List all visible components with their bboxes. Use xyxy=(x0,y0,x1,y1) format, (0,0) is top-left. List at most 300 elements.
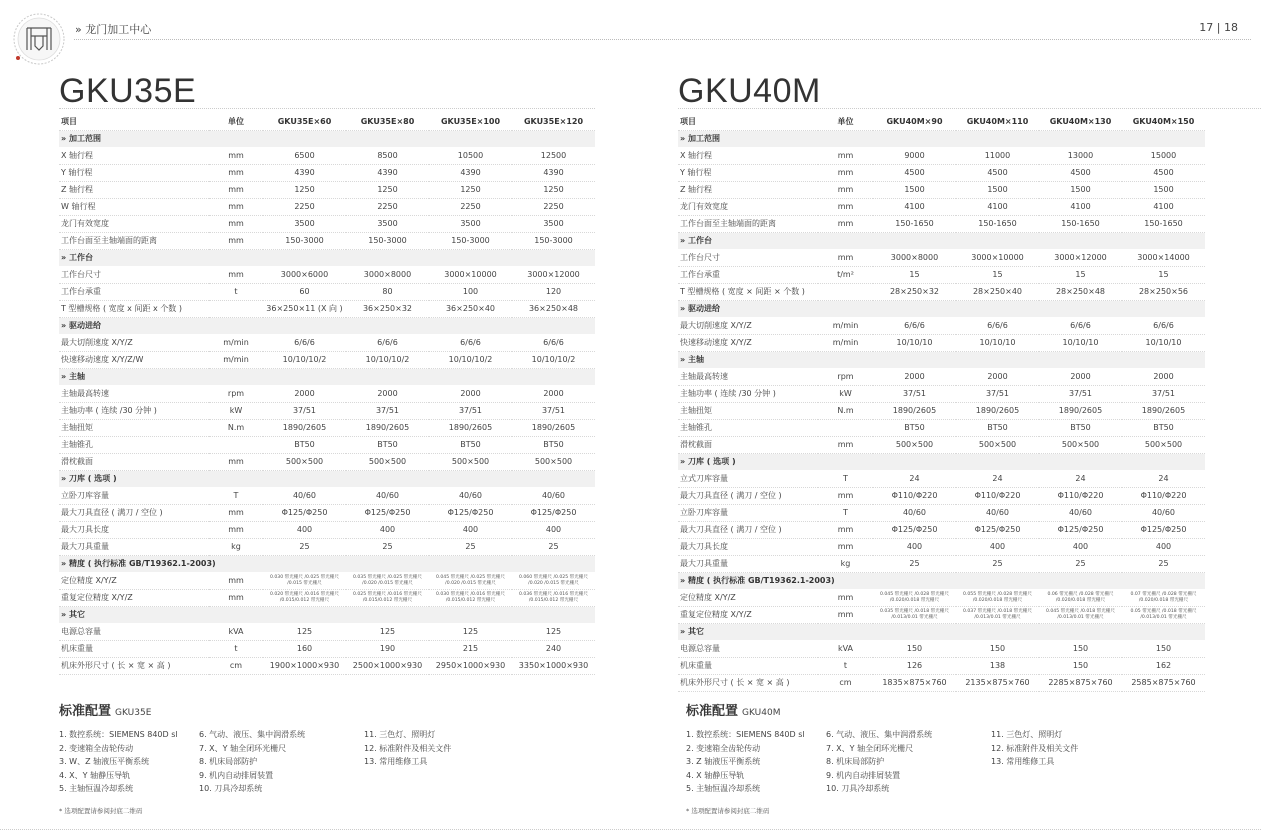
spec-value: 215 xyxy=(429,640,512,657)
spec-value: 6500 xyxy=(263,147,346,164)
table-row xyxy=(59,181,595,198)
spec-value: 37/51 xyxy=(1122,385,1205,402)
spec-value: 1500 xyxy=(956,181,1039,198)
spec-value: 400 xyxy=(1122,538,1205,555)
spec-label: 机床外形尺寸 ( 长 × 宽 × 高 ) xyxy=(678,674,818,691)
table-row xyxy=(678,164,1205,181)
spec-value: Φ125/Φ250 xyxy=(1122,521,1205,538)
table-header-row xyxy=(678,113,1205,130)
spec-value: 4500 xyxy=(1039,164,1122,181)
spec-label: 最大刀具重量 xyxy=(59,538,209,555)
spec-value: 3000×12000 xyxy=(1039,249,1122,266)
section-header-row xyxy=(59,368,595,385)
spec-unit: mm xyxy=(209,198,263,215)
spec-unit xyxy=(209,300,263,317)
std-config-item: 9. 机内自动排屑装置 xyxy=(199,770,274,780)
spec-value: 2000 xyxy=(263,385,346,402)
spec-value: 15000 xyxy=(1122,147,1205,164)
table-row xyxy=(59,419,595,436)
section-title: » 其它 xyxy=(59,606,595,623)
spec-unit xyxy=(209,436,263,453)
spec-value: 1250 xyxy=(346,181,429,198)
spec-unit: mm xyxy=(209,164,263,181)
table-row xyxy=(678,538,1205,555)
table-row xyxy=(678,487,1205,504)
std-config-item: 11. 三色灯、照明灯 xyxy=(364,730,436,739)
spec-value: 3350×1000×930 xyxy=(512,657,595,674)
std-config-model: GKU35E xyxy=(115,708,152,718)
spec-unit: mm xyxy=(818,215,873,232)
std-config-item: 13. 常用维修工具 xyxy=(364,757,428,767)
spec-label: 主轴锥孔 xyxy=(678,419,818,436)
spec-unit: m/min xyxy=(818,317,873,334)
spec-label: 滑枕截面 xyxy=(59,453,209,470)
spec-value: 190 xyxy=(346,640,429,657)
spec-value: 6/6/6 xyxy=(512,334,595,351)
spec-value: 3000×8000 xyxy=(346,266,429,283)
spec-value: 3500 xyxy=(263,215,346,232)
spec-value: 3000×10000 xyxy=(956,249,1039,266)
spec-value: 25 xyxy=(1122,555,1205,572)
spec-label: T 型槽规格 ( 宽度 × 间距 × 个数 ) xyxy=(678,283,818,300)
std-config-item: 1. 数控系统：SIEMENS 840D sl xyxy=(59,730,178,739)
spec-value: 150-1650 xyxy=(956,215,1039,232)
std-config-item: 12. 标准附件及相关文件 xyxy=(364,743,452,753)
spec-unit: T xyxy=(818,470,873,487)
table-row xyxy=(678,504,1205,521)
spec-table-gku35e xyxy=(59,113,595,675)
spec-value: Φ125/Φ250 xyxy=(873,521,956,538)
spec-value: 4100 xyxy=(1039,198,1122,215)
spec-unit: mm xyxy=(209,147,263,164)
spec-value: 1890/2605 xyxy=(1122,402,1205,419)
spec-value: 25 xyxy=(956,555,1039,572)
spec-value: 10/10/10/2 xyxy=(429,351,512,368)
spec-value: 0.035 带光栅尺 /0.025 带光栅尺 /0.020 /0.015 带光栅尺 xyxy=(346,572,429,589)
spec-value: 0.06 带光栅尺 /0.028 带光栅尺 /0.020/0.018 带光栅尺 xyxy=(1039,589,1122,606)
std-config-item: 3. Z 轴液压平衡系统 xyxy=(686,757,761,767)
spec-unit: T xyxy=(818,504,873,521)
spec-value: 3000×6000 xyxy=(263,266,346,283)
spec-value: Φ110/Φ220 xyxy=(873,487,956,504)
spec-value: Φ110/Φ220 xyxy=(956,487,1039,504)
spec-value: 1900×1000×930 xyxy=(263,657,346,674)
spec-value: 150-3000 xyxy=(429,232,512,249)
section-header-row xyxy=(678,300,1205,317)
spec-value: 100 xyxy=(429,283,512,300)
title-divider-right xyxy=(678,108,1261,109)
spec-label: 立卧刀库容量 xyxy=(59,487,209,504)
table-row xyxy=(678,198,1205,215)
spec-value: 4100 xyxy=(956,198,1039,215)
spec-value: 25 xyxy=(263,538,346,555)
section-header-row xyxy=(678,572,1205,589)
spec-unit: mm xyxy=(818,436,873,453)
spec-label: 最大切削速度 X/Y/Z xyxy=(678,317,818,334)
spec-value: 500×500 xyxy=(263,453,346,470)
table-row xyxy=(678,521,1205,538)
spec-value: Φ125/Φ250 xyxy=(429,504,512,521)
table-row xyxy=(59,283,595,300)
spec-value: 8500 xyxy=(346,147,429,164)
spec-value: 0.07 带光栅尺 /0.028 带光栅尺 /0.020/0.018 带光栅尺 xyxy=(1122,589,1205,606)
section-title: » 精度 ( 执行标准 GB/T19362.1-2003) xyxy=(678,572,1205,589)
column-header: GKU40M×110 xyxy=(956,113,1039,130)
std-config-item: 10. 刀具冷却系统 xyxy=(826,784,890,794)
std-config-item: 1. 数控系统：SIEMENS 840D sl xyxy=(686,730,805,739)
spec-value: 10/10/10 xyxy=(1122,334,1205,351)
spec-label: 主轴功率 ( 连续 /30 分钟 ) xyxy=(678,385,818,402)
spec-value: 24 xyxy=(873,470,956,487)
section-title: » 精度 ( 执行标准 GB/T19362.1-2003) xyxy=(59,555,595,572)
spec-value: 3500 xyxy=(346,215,429,232)
spec-label: 最大刀具重量 xyxy=(678,555,818,572)
table-row xyxy=(678,181,1205,198)
section-title: » 工作台 xyxy=(59,249,595,266)
spec-value: 40/60 xyxy=(346,487,429,504)
spec-unit: mm xyxy=(209,521,263,538)
spec-value: BT50 xyxy=(512,436,595,453)
spec-value: 500×500 xyxy=(956,436,1039,453)
spec-label: 工作台面至主轴端面的距离 xyxy=(678,215,818,232)
std-config-item: 7. X、Y 轴全闭环光栅尺 xyxy=(199,743,287,753)
table-row xyxy=(59,453,595,470)
spec-value: 0.045 带光栅尺 /0.025 带光栅尺 /0.020 /0.015 带光栅尺 xyxy=(429,572,512,589)
std-config-title-right xyxy=(686,700,780,719)
spec-value: 150-1650 xyxy=(1122,215,1205,232)
spec-label: 最大刀具直径 ( 满刀 / 空位 ) xyxy=(678,521,818,538)
spec-value: 500×500 xyxy=(512,453,595,470)
spec-label: 工作台面至主轴端面的距离 xyxy=(59,232,209,249)
spec-value: 1500 xyxy=(1039,181,1122,198)
section-header-row xyxy=(678,351,1205,368)
spec-label: Z 轴行程 xyxy=(678,181,818,198)
std-config-item: 2. 变速箱全齿轮传动 xyxy=(686,743,761,753)
spec-unit: mm xyxy=(209,453,263,470)
spec-value: 15 xyxy=(1039,266,1122,283)
spec-value: 400 xyxy=(346,521,429,538)
std-config-item: 6. 气动、液压、集中润滑系统 xyxy=(826,730,933,739)
column-header: GKU40M×130 xyxy=(1039,113,1122,130)
spec-value: Φ125/Φ250 xyxy=(956,521,1039,538)
spec-value: 37/51 xyxy=(873,385,956,402)
column-header: 单位 xyxy=(818,113,873,130)
spec-label: Z 轴行程 xyxy=(59,181,209,198)
table-row xyxy=(59,640,595,657)
spec-label: 快速移动速度 X/Y/Z/W xyxy=(59,351,209,368)
spec-unit: mm xyxy=(818,181,873,198)
spec-value: 1890/2605 xyxy=(263,419,346,436)
std-config-item: 13. 常用维修工具 xyxy=(991,757,1055,767)
column-header: GKU35E×60 xyxy=(263,113,346,130)
spec-value: 4100 xyxy=(1122,198,1205,215)
spec-value: 1500 xyxy=(873,181,956,198)
spec-value: 1835×875×760 xyxy=(873,674,956,691)
options-note: * 选项配置请参阅封底二维码 xyxy=(686,807,770,815)
spec-value: 4390 xyxy=(512,164,595,181)
spec-label: X 轴行程 xyxy=(59,147,209,164)
spec-value: 2000 xyxy=(1039,368,1122,385)
section-header-row xyxy=(678,453,1205,470)
spec-value: Φ110/Φ220 xyxy=(1039,487,1122,504)
table-row xyxy=(678,266,1205,283)
spec-unit: mm xyxy=(209,232,263,249)
spec-label: 工作台承重 xyxy=(678,266,818,283)
column-header: 项目 xyxy=(678,113,818,130)
spec-label: Y 轴行程 xyxy=(59,164,209,181)
std-config-list xyxy=(59,728,178,796)
spec-label: 机床重量 xyxy=(59,640,209,657)
spec-value: 0.030 带光栅尺 /0.016 带光栅尺 /0.015/0.012 带光栅尺 xyxy=(429,589,512,606)
spec-value: 400 xyxy=(429,521,512,538)
table-row xyxy=(678,436,1205,453)
table-row xyxy=(678,555,1205,572)
section-title: » 驱动进给 xyxy=(59,317,595,334)
spec-unit: rpm xyxy=(209,385,263,402)
company-logo xyxy=(12,12,66,66)
spec-label: 最大刀具直径 ( 满刀 / 空位 ) xyxy=(59,504,209,521)
table-header-row xyxy=(59,113,595,130)
spec-value: 1500 xyxy=(1122,181,1205,198)
spec-unit: mm xyxy=(209,266,263,283)
spec-value: 150 xyxy=(1122,640,1205,657)
spec-unit: cm xyxy=(209,657,263,674)
spec-unit: t xyxy=(818,657,873,674)
spec-value: 37/51 xyxy=(346,402,429,419)
spec-value: 10/10/10 xyxy=(873,334,956,351)
spec-value: BT50 xyxy=(956,419,1039,436)
spec-unit: T xyxy=(209,487,263,504)
spec-unit: m/min xyxy=(818,334,873,351)
std-config-item: 2. 变速箱全齿轮传动 xyxy=(59,743,134,753)
section-header-row xyxy=(59,606,595,623)
table-row xyxy=(678,385,1205,402)
spec-unit: mm xyxy=(818,198,873,215)
spec-value: 2250 xyxy=(429,198,512,215)
spec-value: 2000 xyxy=(956,368,1039,385)
spec-value: 2585×875×760 xyxy=(1122,674,1205,691)
spec-value: 36×250×40 xyxy=(429,300,512,317)
table-row xyxy=(59,232,595,249)
spec-value: 500×500 xyxy=(1039,436,1122,453)
table-row xyxy=(59,300,595,317)
spec-value: 3000×10000 xyxy=(429,266,512,283)
spec-label: 主轴锥孔 xyxy=(59,436,209,453)
section-header-row xyxy=(678,623,1205,640)
spec-value: 4500 xyxy=(873,164,956,181)
spec-value: 4390 xyxy=(346,164,429,181)
spec-value: 3000×14000 xyxy=(1122,249,1205,266)
spec-unit: kg xyxy=(818,555,873,572)
column-header: GKU40M×150 xyxy=(1122,113,1205,130)
spec-value: 1250 xyxy=(429,181,512,198)
spec-value: 28×250×48 xyxy=(1039,283,1122,300)
spec-value: 40/60 xyxy=(512,487,595,504)
spec-value: 3000×12000 xyxy=(512,266,595,283)
spec-label: 主轴功率 ( 连续 /30 分钟 ) xyxy=(59,402,209,419)
spec-value: 11000 xyxy=(956,147,1039,164)
spec-value: BT50 xyxy=(1039,419,1122,436)
table-row xyxy=(678,317,1205,334)
title-divider-left xyxy=(59,108,595,109)
spec-unit: mm xyxy=(209,181,263,198)
std-config-list xyxy=(199,728,305,796)
table-row xyxy=(678,606,1205,623)
table-row xyxy=(59,147,595,164)
spec-value: 400 xyxy=(263,521,346,538)
page-number: 17 | 18 xyxy=(1199,21,1238,34)
table-row xyxy=(59,164,595,181)
std-config-item: 9. 机内自动排屑装置 xyxy=(826,770,901,780)
spec-label: 机床重量 xyxy=(678,657,818,674)
spec-label: 主轴扭矩 xyxy=(59,419,209,436)
spec-value: 6/6/6 xyxy=(956,317,1039,334)
section-header-row xyxy=(59,555,595,572)
spec-value: 6/6/6 xyxy=(1039,317,1122,334)
spec-value: 0.035 带光栅尺 /0.018 带光栅尺 /0.013/0.01 带光栅尺 xyxy=(873,606,956,623)
spec-label: 最大刀具长度 xyxy=(678,538,818,555)
table-row xyxy=(678,249,1205,266)
spec-unit xyxy=(818,419,873,436)
spec-value: 13000 xyxy=(1039,147,1122,164)
spec-unit: kg xyxy=(209,538,263,555)
spec-unit: kVA xyxy=(818,640,873,657)
table-row xyxy=(678,283,1205,300)
spec-value: Φ125/Φ250 xyxy=(512,504,595,521)
column-header: 项目 xyxy=(59,113,209,130)
section-header-row xyxy=(678,232,1205,249)
std-config-item: 7. X、Y 轴全闭环光栅尺 xyxy=(826,743,914,753)
spec-value: 15 xyxy=(956,266,1039,283)
spec-value: 25 xyxy=(512,538,595,555)
section-title: » 刀库 ( 选项 ) xyxy=(59,470,595,487)
spec-label: 工作台尺寸 xyxy=(59,266,209,283)
spec-value: 40/60 xyxy=(429,487,512,504)
spec-value: 36×250×11 (X 向 ) xyxy=(263,300,346,317)
spec-unit: mm xyxy=(209,504,263,521)
spec-label: 主轴扭矩 xyxy=(678,402,818,419)
spec-value: 400 xyxy=(512,521,595,538)
spec-value: 1250 xyxy=(512,181,595,198)
spec-value: 40/60 xyxy=(1122,504,1205,521)
spec-value: 10/10/10/2 xyxy=(263,351,346,368)
table-row xyxy=(59,504,595,521)
column-header: GKU35E×120 xyxy=(512,113,595,130)
spec-value: BT50 xyxy=(346,436,429,453)
spec-value: 15 xyxy=(1122,266,1205,283)
table-row xyxy=(678,147,1205,164)
spec-label: 滑枕截面 xyxy=(678,436,818,453)
spec-value: 2000 xyxy=(873,368,956,385)
std-config-heading: 标准配置 xyxy=(59,704,112,719)
spec-label: 最大切削速度 X/Y/Z xyxy=(59,334,209,351)
std-config-list xyxy=(686,728,805,796)
std-config-item: 11. 三色灯、照明灯 xyxy=(991,730,1063,739)
spec-value: 25 xyxy=(346,538,429,555)
spec-value: 150-3000 xyxy=(346,232,429,249)
table-row xyxy=(678,657,1205,674)
spec-unit: m/min xyxy=(209,351,263,368)
spec-value: 2000 xyxy=(346,385,429,402)
section-title: » 驱动进给 xyxy=(678,300,1205,317)
spec-label: X 轴行程 xyxy=(678,147,818,164)
table-row xyxy=(59,436,595,453)
spec-value: Φ125/Φ250 xyxy=(1039,521,1122,538)
spec-value: 25 xyxy=(873,555,956,572)
spec-value: 3500 xyxy=(429,215,512,232)
spec-value: 2000 xyxy=(1122,368,1205,385)
spec-value: BT50 xyxy=(1122,419,1205,436)
spec-label: 立式刀库容量 xyxy=(678,470,818,487)
table-row xyxy=(59,351,595,368)
table-row xyxy=(59,198,595,215)
spec-value: 162 xyxy=(1122,657,1205,674)
spec-unit: mm xyxy=(209,589,263,606)
spec-value: 28×250×56 xyxy=(1122,283,1205,300)
spec-value: 150 xyxy=(956,640,1039,657)
table-row xyxy=(59,657,595,674)
std-config-item: 10. 刀具冷却系统 xyxy=(199,784,263,794)
spec-value: 2250 xyxy=(346,198,429,215)
std-config-item: 12. 标准附件及相关文件 xyxy=(991,743,1079,753)
spec-value: 1890/2605 xyxy=(429,419,512,436)
std-config-list xyxy=(991,728,1078,769)
spec-value: 10/10/10/2 xyxy=(512,351,595,368)
table-row xyxy=(678,215,1205,232)
section-title: » 主轴 xyxy=(678,351,1205,368)
section-title: » 加工范围 xyxy=(59,130,595,147)
spec-value: 0.025 带光栅尺 /0.016 带光栅尺 /0.015/0.012 带光栅尺 xyxy=(346,589,429,606)
spec-label: 主轴最高转速 xyxy=(678,368,818,385)
spec-label: 最大刀具长度 xyxy=(59,521,209,538)
spec-unit: mm xyxy=(818,487,873,504)
table-row xyxy=(678,470,1205,487)
spec-value: 40/60 xyxy=(1039,504,1122,521)
spec-value: 40/60 xyxy=(263,487,346,504)
spec-value: 25 xyxy=(429,538,512,555)
spec-value: BT50 xyxy=(873,419,956,436)
spec-unit: kW xyxy=(209,402,263,419)
spec-value: 6/6/6 xyxy=(263,334,346,351)
table-row xyxy=(678,368,1205,385)
column-header: 单位 xyxy=(209,113,263,130)
section-header-row xyxy=(678,130,1205,147)
spec-value: 12500 xyxy=(512,147,595,164)
spec-unit: cm xyxy=(818,674,873,691)
column-header: GKU40M×90 xyxy=(873,113,956,130)
spec-value: 3000×8000 xyxy=(873,249,956,266)
table-row xyxy=(59,572,595,589)
spec-value: 125 xyxy=(429,623,512,640)
spec-unit: t xyxy=(209,283,263,300)
spec-value: 15 xyxy=(873,266,956,283)
spec-value: 40/60 xyxy=(956,504,1039,521)
table-row xyxy=(678,334,1205,351)
section-header-row xyxy=(59,317,595,334)
spec-unit: mm xyxy=(818,589,873,606)
spec-unit: mm xyxy=(818,538,873,555)
spec-value: 6/6/6 xyxy=(873,317,956,334)
section-title: » 主轴 xyxy=(59,368,595,385)
section-title: » 工作台 xyxy=(678,232,1205,249)
spec-unit: mm xyxy=(818,249,873,266)
spec-value: 150-1650 xyxy=(1039,215,1122,232)
spec-value: 2250 xyxy=(263,198,346,215)
table-row xyxy=(59,589,595,606)
spec-label: 重复定位精度 X/Y/Z xyxy=(678,606,818,623)
spec-value: 10/10/10 xyxy=(956,334,1039,351)
spec-label: 工作台承重 xyxy=(59,283,209,300)
